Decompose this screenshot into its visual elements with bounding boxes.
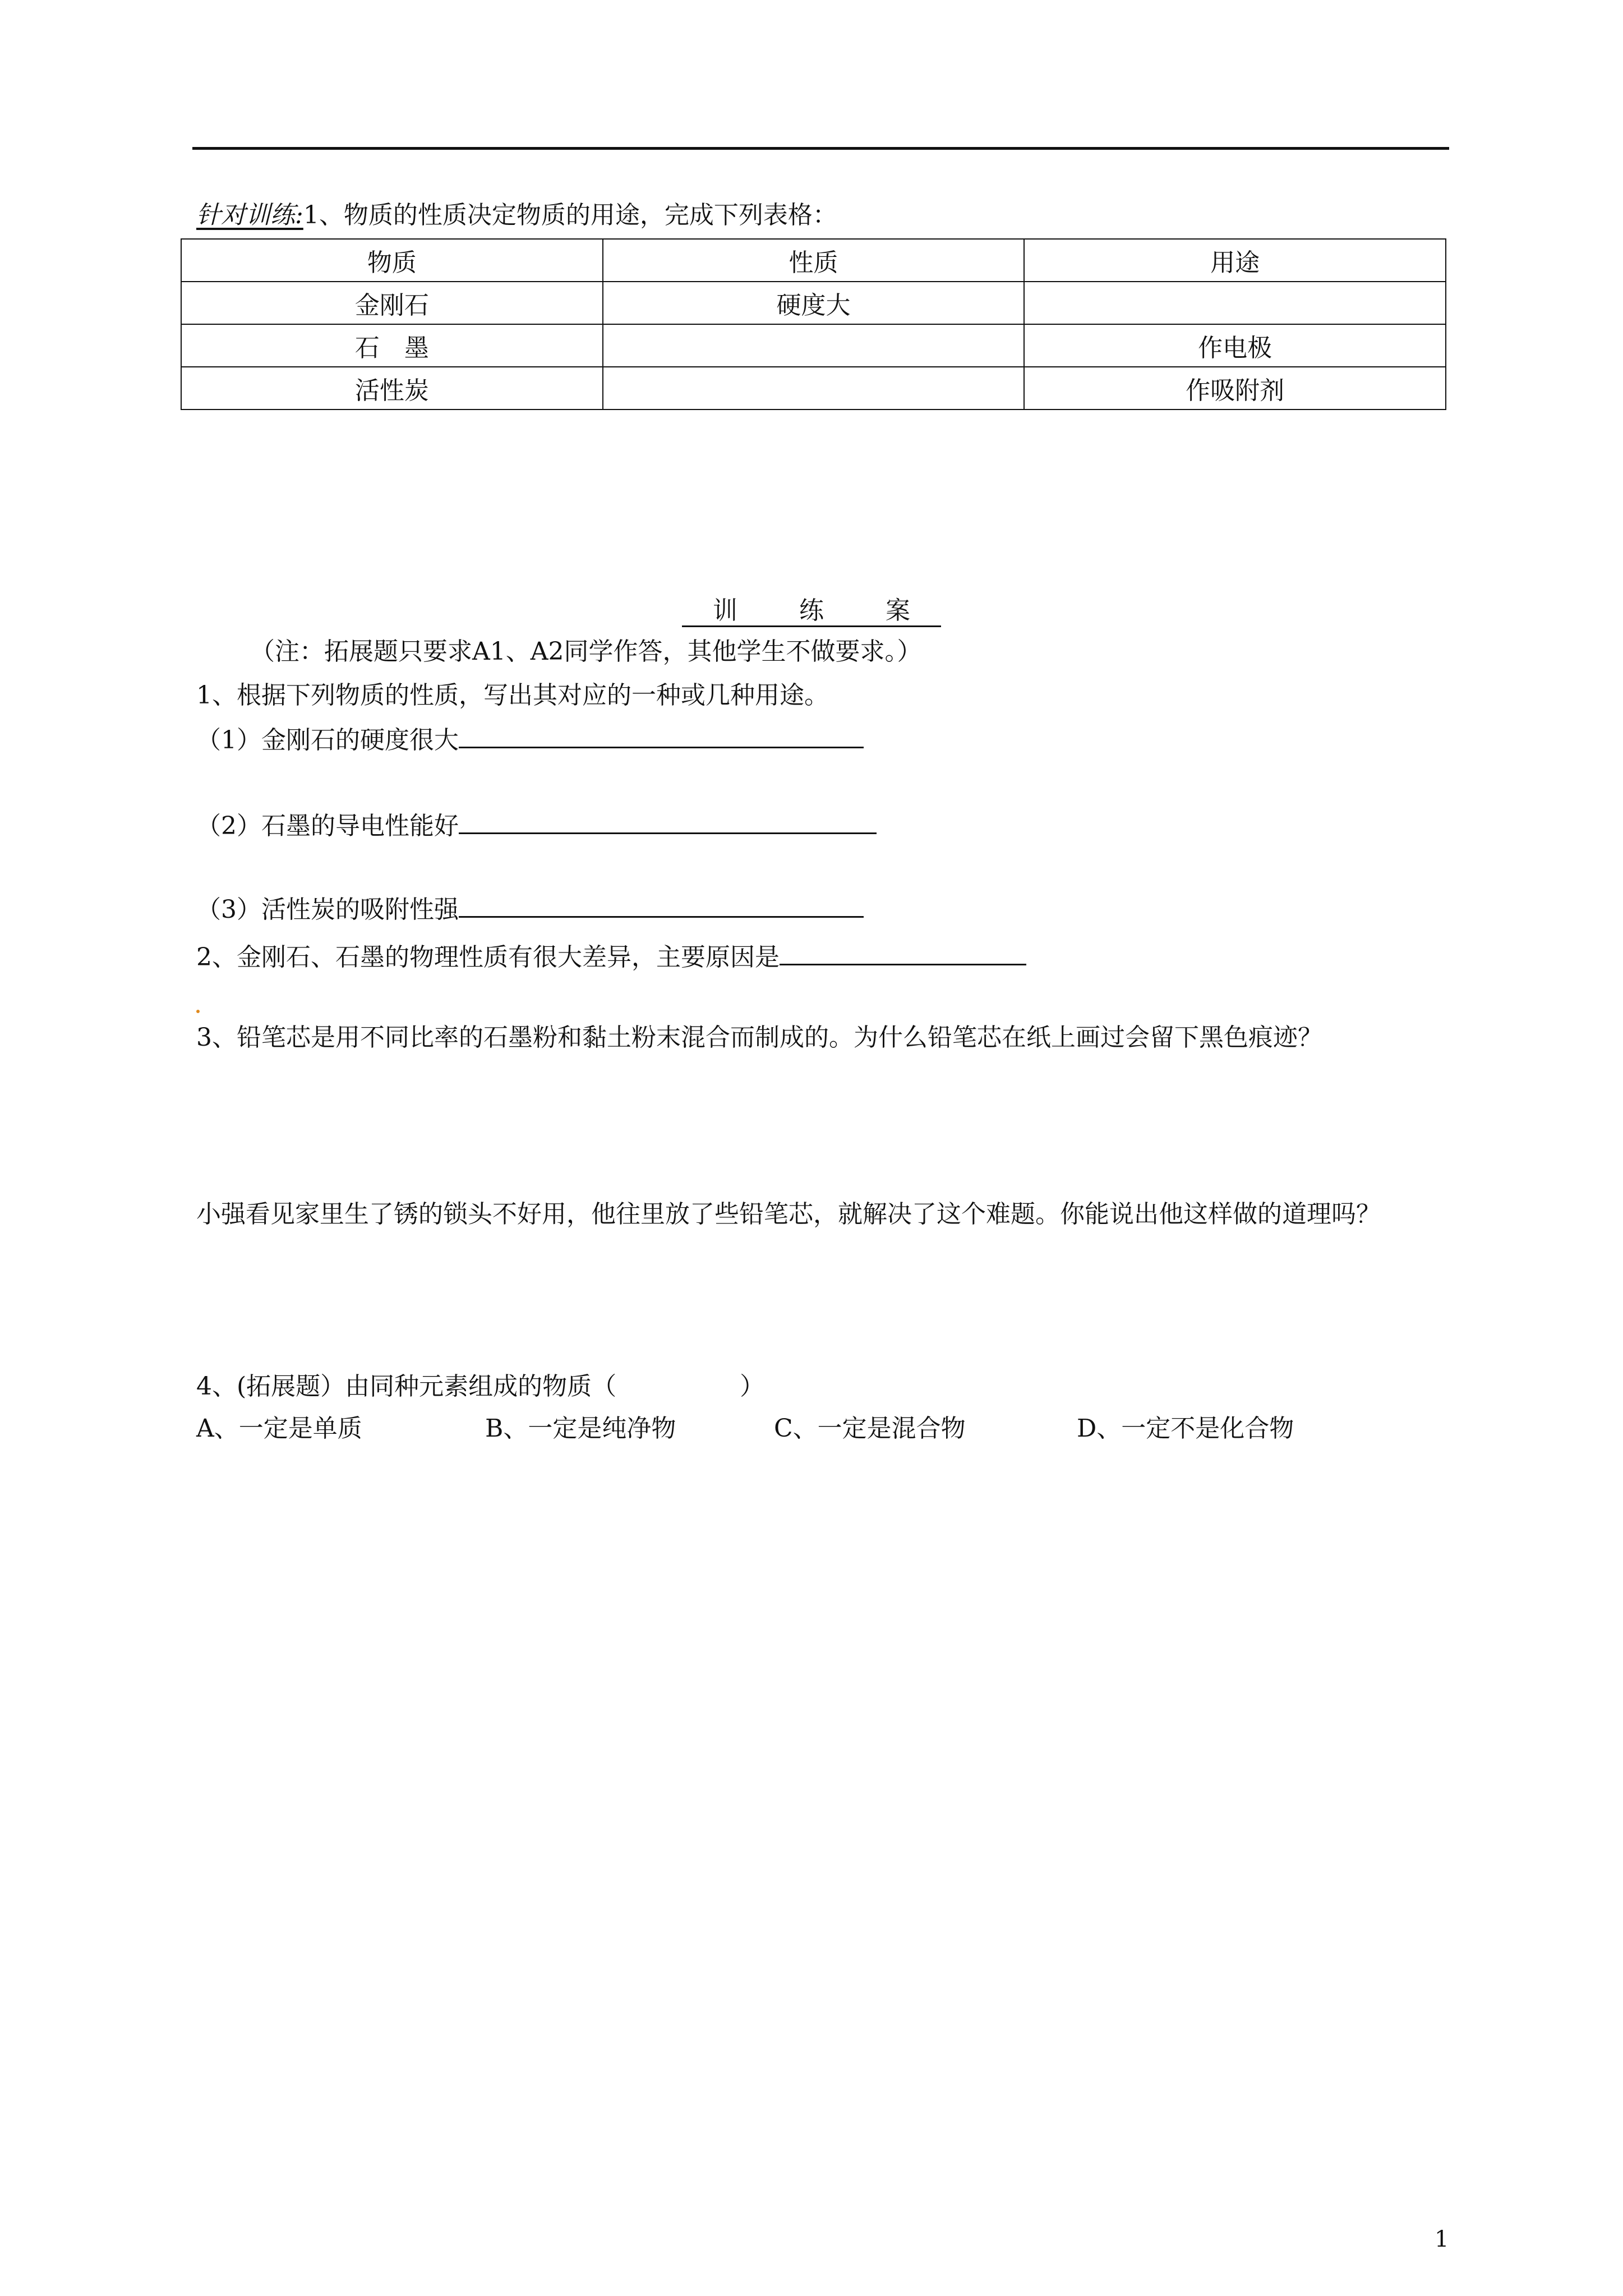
option-d[interactable]: D、一定不是化合物: [1077, 1414, 1294, 1443]
table-header: 用途: [1024, 239, 1446, 282]
table-header: 物质: [181, 239, 603, 282]
exercise-text: 1、物质的性质决定物质的用途，完成下列表格：: [303, 201, 837, 229]
table-cell: 作吸附剂: [1024, 367, 1446, 409]
answer-blank[interactable]: [780, 963, 1026, 965]
answer-blank[interactable]: [459, 746, 864, 748]
table-cell: 活性炭: [181, 367, 603, 409]
table-header: 性质: [603, 239, 1025, 282]
question-1-item-2: [196, 814, 877, 839]
note: （注：拓展题只要求A1、A2同学作答，其他学生不做要求。）: [250, 637, 922, 666]
table-row: [181, 367, 1446, 409]
question-3b: 小强看见家里生了锈的锁头不好用，他往里放了些铅笔芯，就解决了这个难题。你能说出他这样做的道理吗？: [196, 1200, 1381, 1228]
question-1-item-2-text: （2）石墨的导电性能好: [196, 812, 459, 840]
question-1-item-3-text: （3）活性炭的吸附性强: [196, 895, 459, 924]
page-number: 1: [1435, 2226, 1449, 2252]
question-1-item-3: [196, 895, 864, 924]
option-a[interactable]: A、一定是单质: [196, 1414, 362, 1443]
answer-blank[interactable]: [459, 915, 864, 918]
question-2-text: 2、金刚石、石墨的物理性质有很大差异，主要原因是: [196, 943, 780, 972]
properties-table: [181, 238, 1446, 410]
exercise-lead: 针对训练:: [196, 201, 303, 229]
section-title-char: 练: [799, 596, 824, 625]
option-c[interactable]: C、一定是混合物: [774, 1414, 966, 1443]
exercise-intro: [196, 203, 837, 228]
table-cell: 石 墨: [181, 324, 603, 367]
table-cell: 金刚石: [181, 282, 603, 324]
section-title-char: 案: [886, 596, 910, 625]
stray-mark: [196, 1010, 200, 1013]
table-cell: 作电极: [1024, 324, 1446, 367]
table-cell-blank[interactable]: [603, 324, 1025, 367]
answer-blank[interactable]: [459, 831, 877, 834]
question-4-stem: 4、(拓展题）由同种元素组成的物质（ ）: [196, 1372, 765, 1401]
table-cell-blank[interactable]: [603, 367, 1025, 409]
question-2: [196, 945, 1026, 970]
question-3: 3、铅笔芯是用不同比率的石墨粉和黏土粉末混合而制成的。为什么铅笔芯在纸上画过会留下黑色痕迹？: [196, 1023, 1322, 1052]
table-header-row: [181, 239, 1446, 282]
question-1-stem: 1、根据下列物质的性质，写出其对应的一种或几种用途。: [196, 681, 829, 710]
question-1-item-1: [196, 728, 864, 753]
table-row: [181, 324, 1446, 367]
section-title: [0, 596, 1623, 627]
option-b[interactable]: B、一定是纯净物: [485, 1414, 676, 1443]
question-1-item-1-text: （1）金刚石的硬度很大: [196, 726, 459, 754]
header-rule: [192, 147, 1449, 150]
section-title-underlined: [682, 596, 941, 627]
table-cell-blank[interactable]: [1024, 282, 1446, 324]
table-cell: 硬度大: [603, 282, 1025, 324]
section-title-char: 训: [713, 596, 737, 625]
table-row: [181, 282, 1446, 324]
